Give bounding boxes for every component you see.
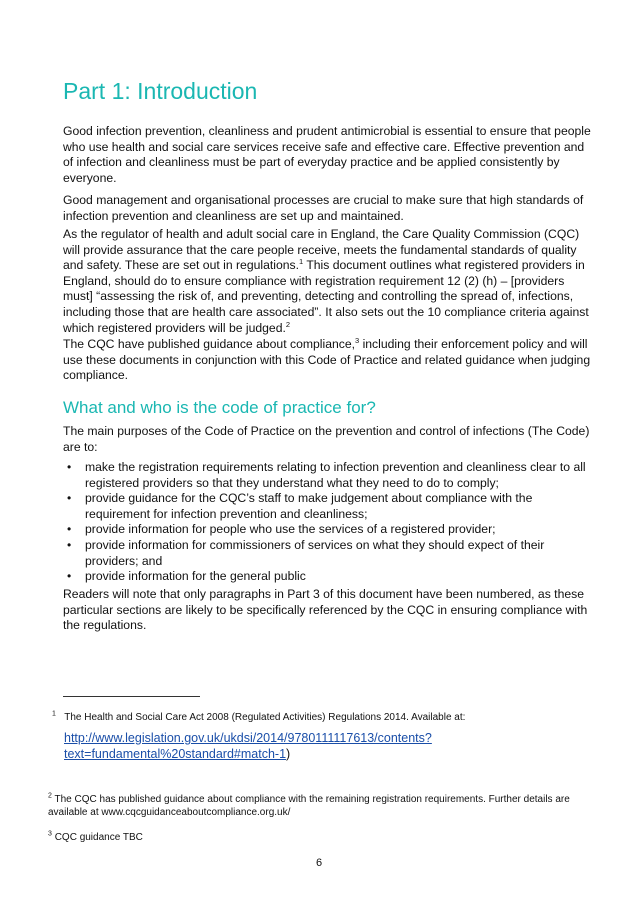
footnote-1 <box>52 711 597 724</box>
footnote-1-link[interactable]: http://www.legislation.gov.uk/ukdsi/2014/9780111117613/contents?text=fundamental%20standard#match-1 <box>64 731 432 761</box>
purposes-list <box>63 460 593 585</box>
paragraph-intro: Good infection prevention, cleanliness and prudent antimicrobial is essential to ensure that people who use health and social care services receive safe and effective care. Effective prevention and of infection and cleanliness must be part of everyday practice and be applied consistently by everyone. <box>63 124 591 185</box>
bullet-icon: • <box>67 522 72 537</box>
paragraph-regulator-part1: As the regulator of health and adult social care in England, the Care Quality Commission (CQC) will provide assurance that the care people receive, meets the fundamental standards of quality and safety. These are set out in regulations. <box>63 227 580 273</box>
footnote-1-number: 1 <box>52 710 56 718</box>
footnote-1-close-paren: ) <box>286 747 291 761</box>
list-item <box>63 522 593 538</box>
paragraph-regulator <box>63 227 593 336</box>
footnote-1-link-line <box>64 730 594 762</box>
footnote-3 <box>48 831 593 844</box>
bullet-icon: • <box>67 569 72 584</box>
list-item <box>63 460 593 491</box>
footnote-2-text: The CQC has published guidance about compliance with the remaining registration requirements. Further details are available at www.cqcguidanceaboutcompliance.org.uk/ <box>48 794 570 818</box>
footnote-ref-1: 1 <box>299 257 304 267</box>
paragraph-cqc-part1: The CQC have published guidance about compliance, <box>63 337 356 351</box>
list-item-text: provide information for commissioners of services on what they should expect of their providers; and <box>85 537 545 568</box>
list-item-text: provide information for the general public <box>85 569 306 584</box>
list-item <box>63 491 593 522</box>
list-item-text: make the registration requirements relating to infection prevention and cleanliness clear to all registered providers so that they understand what they need to do to comply; <box>85 460 586 490</box>
paragraph-purposes: The main purposes of the Code of Practice on the prevention and control of infections (The Code) are to: <box>63 424 590 454</box>
bullet-icon: • <box>67 460 72 474</box>
bullet-icon: • <box>67 491 72 506</box>
bullet-icon: • <box>67 537 72 552</box>
list-item-text: provide guidance for the CQC’s staff to make judgement about compliance with the requirement for infection prevention and cleanliness; <box>85 491 533 521</box>
part-title: Part 1: Introduction <box>63 78 258 104</box>
footnote-divider <box>63 696 200 697</box>
footnote-ref-2: 2 <box>285 319 291 329</box>
footnote-3-text: CQC guidance TBC <box>54 832 143 843</box>
paragraph-regulator-part2: This document outlines what registered providers in England, should do to ensure compliance with registration requirement 12 (2) (h) – [providers must] “assessing the risk of, and preventing, detecting and controlling the spread of, infections, including those that are health care associated”. It also sets out the 10 compliance criteria against which registered providers will be judged. <box>63 258 589 335</box>
paragraph-cqc-part2: including their enforcement policy and will use these documents in conjunction with this Code of Practice and related guidance when judging compliance. <box>63 337 591 383</box>
list-item <box>63 538 593 569</box>
footnote-3-number: 3 <box>48 830 52 838</box>
list-item-text: provide information for people who use the services of a registered provider; <box>85 522 496 537</box>
footnote-2 <box>48 793 593 819</box>
paragraph-cqc-guidance <box>63 337 593 384</box>
list-item <box>63 569 593 585</box>
paragraph-management: Good management and organisational processes are crucial to make sure that high standards of infection prevention and cleanliness are set up and maintained. <box>63 193 584 223</box>
section-heading: What and who is the code of practice for? <box>63 398 376 417</box>
page-number: 6 <box>315 857 323 869</box>
footnote-2-number: 2 <box>48 792 52 800</box>
paragraph-readers-note: Readers will note that only paragraphs in Part 3 of this document have been numbered, as these particular sections are likely to be specifically referenced by the CQC in ensuring compliance with the regulations. <box>63 587 588 633</box>
footnote-1-text: The Health and Social Care Act 2008 (Regulated Activities) Regulations 2014. Available at: <box>64 712 466 723</box>
footnote-ref-3: 3 <box>355 335 360 345</box>
